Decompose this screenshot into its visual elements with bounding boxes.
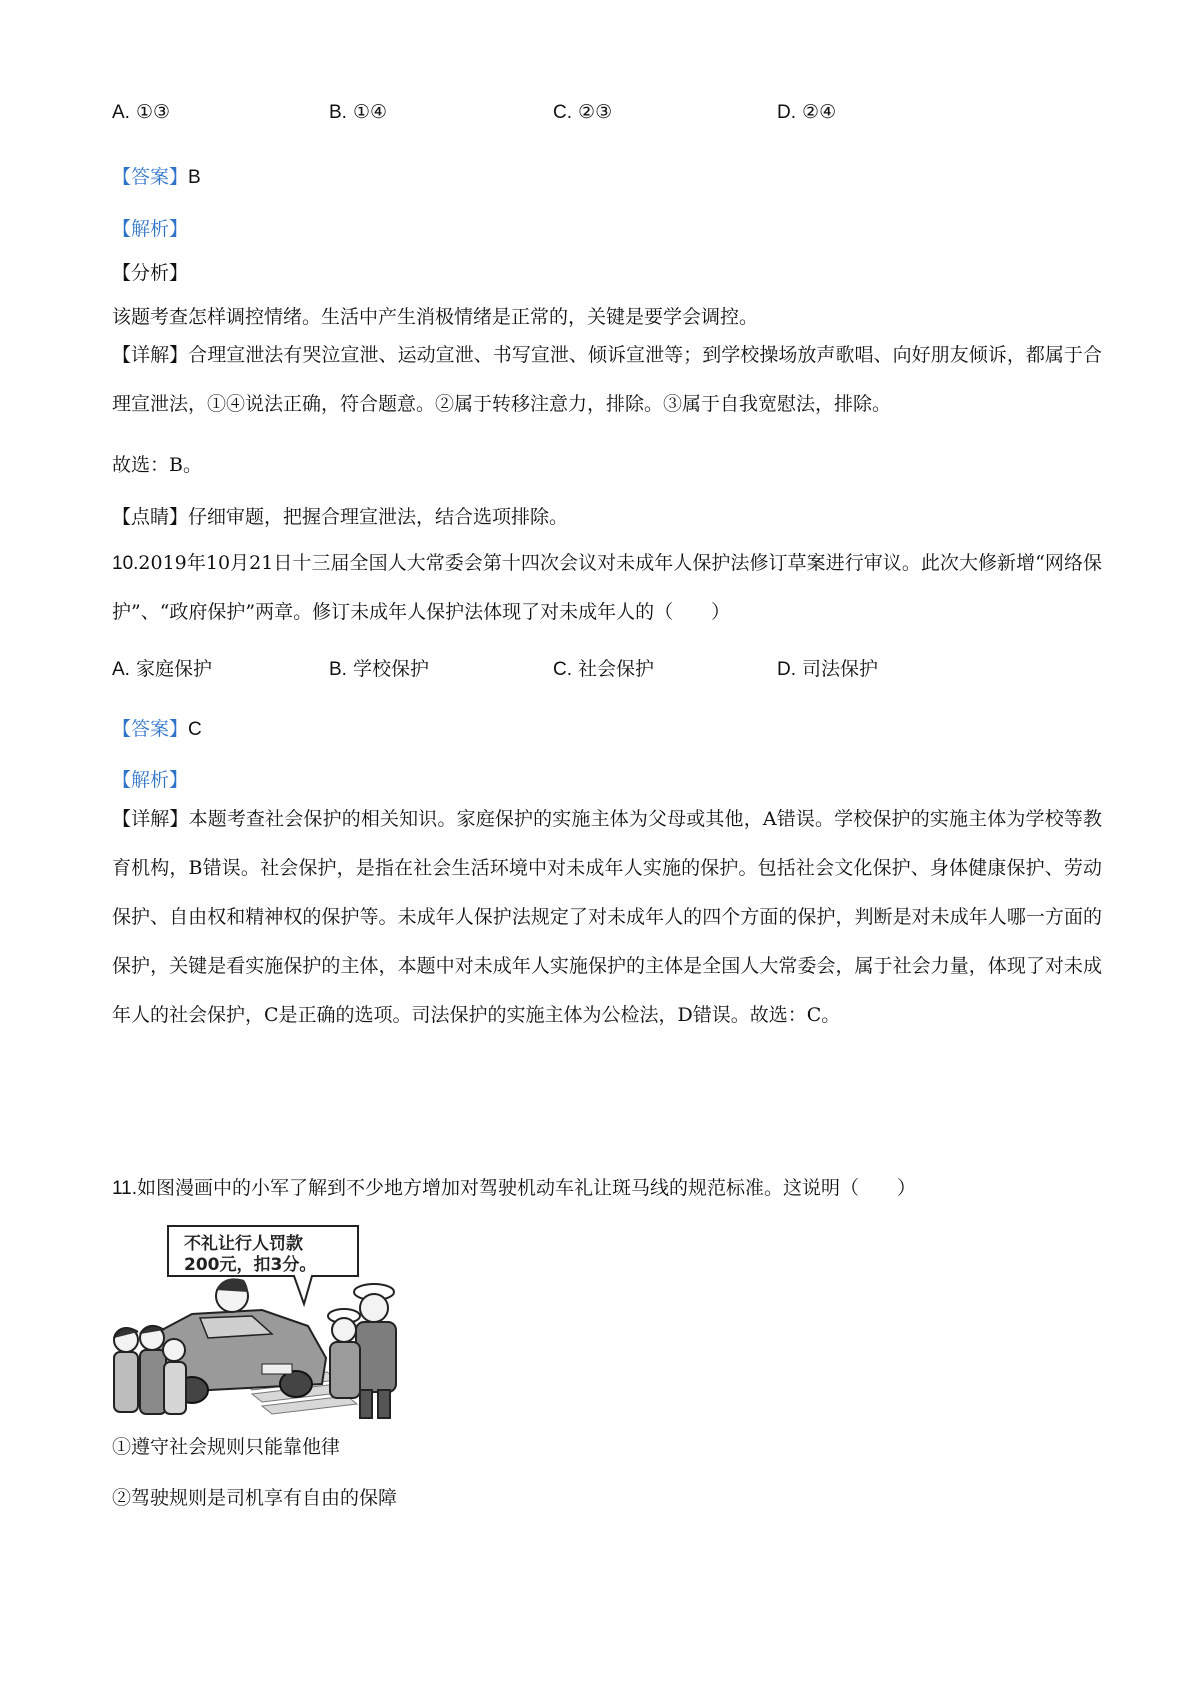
q10-option-b[interactable]: B. 学校保护	[329, 658, 430, 680]
q10-options	[112, 654, 1112, 684]
q9-dianjing	[112, 502, 568, 529]
q10-option-c[interactable]: C. 社会保护	[553, 658, 655, 680]
q10-number: 10.	[112, 553, 139, 574]
detail-text: 本题考查社会保护的相关知识。家庭保护的实施主体为父母或其他，A错误。学校保护的实施主体为学校等教育机构，B错误。社会保护，是指在社会生活环境中对未成年人实施的保护。包括社会文化保护、身体健康保护、劳动保护、自由权和精神权的保护等。未成年人保护法规定了对未成年人的四个方面的保护，判断是对未成年人哪一方面的保护，关键是看实施保护的主体，本题中对未成年人实施保护的主体是全国人大常委会，属于社会力量，体现了对未成年人的社会保护，C是正确的选项。司法保护的实施主体为公检法，D错误。故选：C。	[112, 808, 1102, 1026]
q10-stem-text: 2019年10月21日十三届全国人大常委会第十四次会议对未成年人保护法修订草案进行审议。此次大修新增“网络保护”、“政府保护”两章。修订未成年人保护法体现了对未成年人的（ ）	[112, 552, 1102, 623]
q9-answer	[112, 162, 201, 189]
dianjing-label: 【点睛】	[112, 506, 189, 528]
cartoon-image	[112, 1222, 410, 1422]
detail-label: 【详解】	[112, 808, 189, 830]
q9-fenxi-label: 【分析】	[112, 262, 189, 284]
answer-value: B	[188, 167, 201, 188]
q9-option-a[interactable]: A. ①③	[112, 101, 171, 123]
q10-analysis-label: 【解析】	[112, 769, 189, 791]
q11-statement-2: ②驾驶规则是司机享有自由的保障	[112, 1487, 398, 1509]
q10-stem	[112, 539, 1102, 637]
q9-choose: 故选：B。	[112, 454, 202, 476]
detail-label: 【详解】	[112, 344, 189, 366]
q11-stem-text: 如图漫画中的小军了解到不少地方增加对驾驶机动车礼让斑马线的规范标准。这说明（ ）	[137, 1177, 917, 1199]
cartoon-bubble-line1: 不礼让行人罚款	[184, 1234, 303, 1254]
q11-statement-1: ①遵守社会规则只能靠他律	[112, 1436, 341, 1458]
q9-analysis-label: 【解析】	[112, 218, 189, 240]
cartoon-bubble-line2: 200元，扣3分。	[184, 1255, 317, 1275]
cartoon-illustration	[112, 1222, 410, 1422]
dianjing-text: 仔细审题，把握合理宣泄法，结合选项排除。	[188, 506, 569, 528]
answer-label: 【答案】	[112, 718, 189, 740]
detail-text: 合理宣泄法有哭泣宣泄、运动宣泄、书写宣泄、倾诉宣泄等；到学校操场放声歌唱、向好朋友倾诉，都属于合理宣泄法，①④说法正确，符合题意。②属于转移注意力，排除。③属于自我宽慰法，排除。	[112, 344, 1102, 415]
q11-number: 11.	[112, 1178, 138, 1199]
q9-options	[112, 101, 1112, 131]
answer-value: C	[188, 719, 202, 740]
q9-option-c[interactable]: C. ②③	[553, 101, 613, 123]
q9-option-b[interactable]: B. ①④	[329, 101, 388, 123]
q10-answer	[112, 714, 202, 741]
q10-detail	[112, 795, 1102, 1040]
q10-option-d[interactable]: D. 司法保护	[777, 658, 879, 680]
q9-fenxi-text: 该题考查怎样调控情绪。生活中产生消极情绪是正常的，关键是要学会调控。	[112, 306, 759, 328]
q9-detail	[112, 331, 1102, 429]
answer-label: 【答案】	[112, 166, 189, 188]
q9-option-d[interactable]: D. ②④	[777, 101, 837, 123]
q10-option-a[interactable]: A. 家庭保护	[112, 658, 213, 680]
q11-stem	[112, 1173, 916, 1200]
